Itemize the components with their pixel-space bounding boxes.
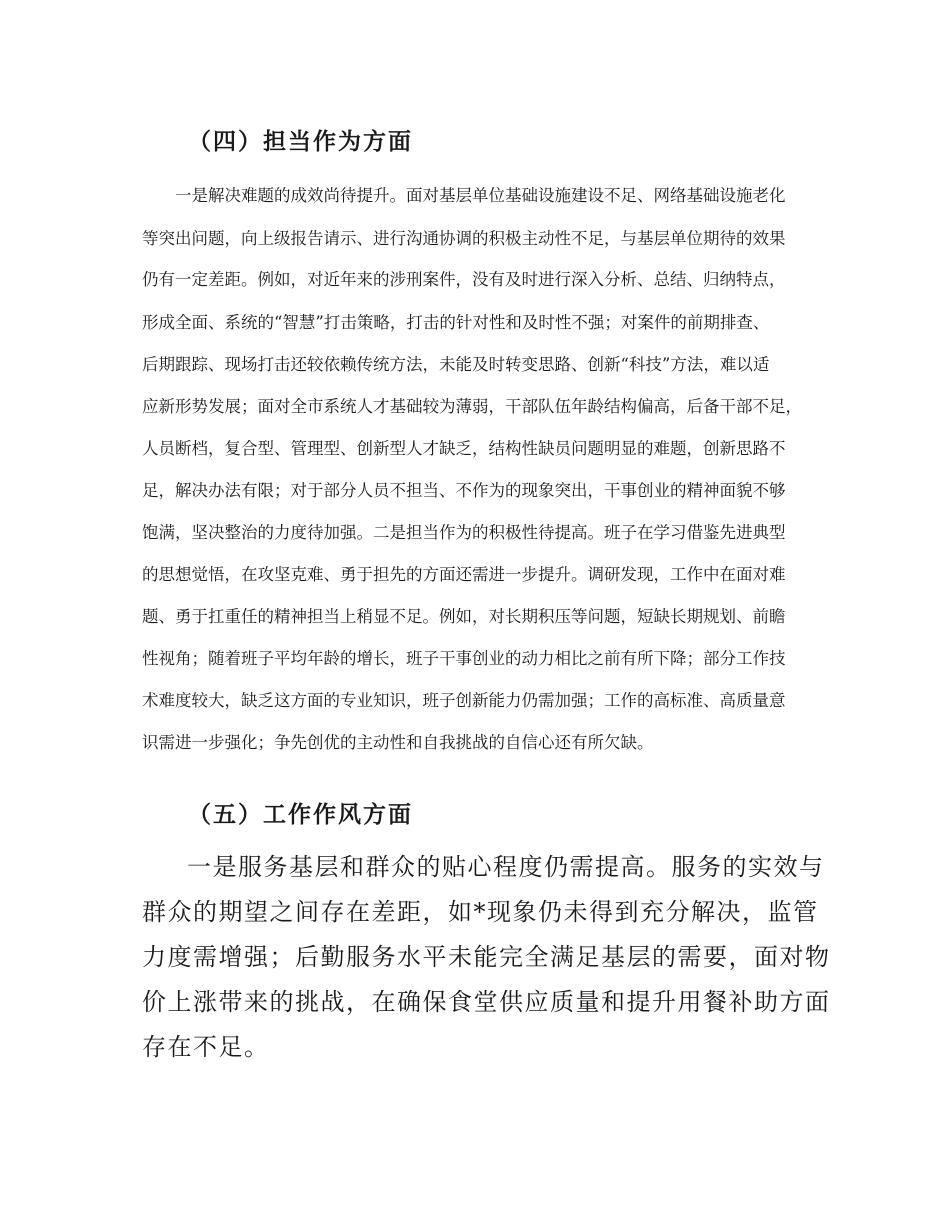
section-heading-5: （五）工作作风方面: [188, 802, 413, 828]
paragraph-line: 的思想觉悟，在攻坚克难、勇于担先的方面还需进一步提升。调研发现，工作中在面对难: [142, 565, 786, 584]
paragraph-line: 人员断档，复合型、管理型、创新型人才缺乏，结构性缺员问题明显的难题，创新思路不: [142, 439, 786, 458]
paragraph-line: 题、勇于扛重任的精神担当上稍显不足。例如，对长期积压等问题，短缺长期规划、前瞻: [142, 607, 786, 626]
paragraph-line: 应新形势发展；面对全市系统人才基础较为薄弱，干部队伍年龄结构偏高，后备干部不足，: [142, 397, 802, 416]
paragraph-line: 后期跟踪、现场打击还较依赖传统方法，未能及时转变思路、创新“科技”方法，难以适: [142, 355, 770, 374]
paragraph-line: 一是解决难题的成效尚待提升。面对基层单位基础设施建设不足、网络基础设施老化: [175, 186, 786, 205]
section-heading-4: （四）担当作为方面: [188, 129, 413, 155]
paragraph-line: 价上涨带来的挑战，在确保食堂供应质量和提升用餐补助方面: [142, 988, 831, 1016]
paragraph-line: 群众的期望之间存在差距，如*现象仍未得到充分解决，监管: [142, 898, 819, 926]
paragraph-line: 足，解决办法有限；对于部分人员不担当、不作为的现象突出，干事创业的精神面貌不够: [142, 481, 786, 500]
paragraph-line: 形成全面、系统的“智慧”打击策略，打击的针对性和及时性不强；对案件的前期排查、: [142, 313, 770, 332]
paragraph-line: 术难度较大，缺乏这方面的专业知识，班子创新能力仍需加强；工作的高标准、高质量意: [142, 691, 786, 710]
paragraph-line: 性视角；随着班子平均年龄的增长，班子干事创业的动力相比之前有所下降；部分工作技: [142, 649, 786, 668]
paragraph-line: 识需进一步强化；争先创优的主动性和自我挑战的自信心还有所欠缺。: [142, 733, 654, 752]
paragraph-line: 力度需增强；后勤服务水平未能完全满足基层的需要，面对物: [142, 943, 831, 971]
paragraph-line: 存在不足。: [142, 1033, 270, 1061]
paragraph-line: 一是服务基层和群众的贴心程度仍需提高。服务的实效与: [187, 853, 825, 881]
paragraph-line: 饱满，坚决整治的力度待加强。二是担当作为的积极性待提高。班子在学习借鉴先进典型: [142, 523, 786, 542]
paragraph-line: 等突出问题，向上级报告请示、进行沟通协调的积极主动性不足，与基层单位期待的效果: [142, 229, 786, 248]
paragraph-line: 仍有一定差距。例如，对近年来的涉刑案件，没有及时进行深入分析、总结、归纳特点，: [142, 270, 786, 289]
